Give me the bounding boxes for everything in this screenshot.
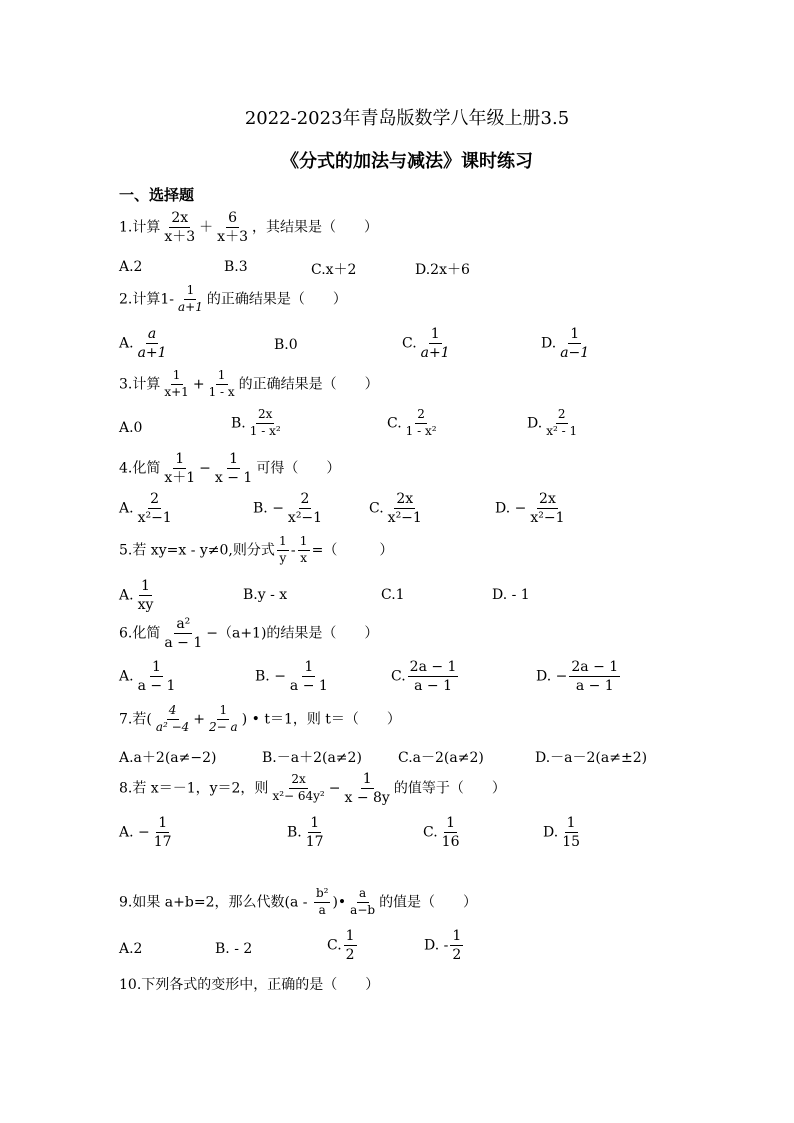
q5-option-c: C.1: [381, 587, 405, 603]
q5-option-a: A. $\frac{1}{xy}$: [119, 578, 154, 614]
q1-option-b: B.3: [224, 259, 248, 275]
q2-option-c: C. $\frac{1}{a+1}$: [402, 326, 450, 362]
q7-option-d: D.－a－2(a≠±2): [535, 750, 648, 766]
q9-option-a: A.2: [119, 941, 143, 957]
q2-option-d: D. $\frac{1}{a-1}$: [541, 326, 590, 362]
q4-option-d: D. − $\frac{2x}{\text{x²−1}}$: [495, 491, 565, 527]
q6-option-a: A. $\frac{1}{a - 1}$: [119, 659, 176, 695]
q1-option-a: A.2: [119, 259, 143, 275]
q4-option-b: B. − $\frac{2}{\text{x²−1}}$: [253, 491, 323, 527]
q8-option-d: D. $\frac{1}{15}$: [543, 815, 581, 851]
q3-option-b: B. $\frac{2x}{\text{1 - x²}}$: [231, 407, 281, 438]
q6-option-c: C. $\frac{2a - 1}{a - 1}$: [391, 659, 457, 695]
q9-option-b: B. - 2: [215, 941, 253, 957]
section-heading: 一、选择题: [119, 186, 195, 204]
q1-option-c: C.x＋2: [311, 262, 357, 278]
doc-title-line1: 2022-2023年青岛版数学八年级上册3.5: [244, 108, 570, 129]
q4-option-c: C. $\frac{2x}{\text{x²−1}}$: [369, 491, 422, 527]
question-9: 9.如果 a+b=2，那么代数(a - $\frac{\text{b²}}{a}$ )• $\frac{a}{a-b}$ 的值是（ ）: [119, 886, 478, 917]
question-8: 8.若 x＝－1，y＝2，则 $\frac{2x}{\text{x²− 64y²}}$ − $\frac{1}{x - 8y}$ 的值等于（ ）: [119, 771, 506, 807]
q3-option-d: D. $\frac{2}{\text{x² - 1}}$: [527, 407, 578, 438]
q2-option-b: B.0: [274, 337, 298, 353]
q8-option-c: C. $\frac{1}{16}$: [423, 815, 460, 851]
question-6: 6.化简 $\frac{\text{a²}}{a - 1}$ −（a+1)的结果是（ ）: [119, 616, 379, 652]
q3-option-c: C. $\frac{2}{\text{1 - x²}}$: [387, 407, 437, 438]
q5-option-d: D. - 1: [492, 587, 530, 603]
q7-option-c: C.a－2(a≠2): [398, 750, 484, 766]
q2-option-a: A. $\frac{a}{a+1}$: [119, 326, 167, 362]
q6-option-d: D. − $\frac{2a - 1}{a - 1}$: [536, 659, 619, 695]
q1-option-d: D.2x＋6: [415, 262, 470, 278]
q4-option-a: A. $\frac{2}{\text{x²−1}}$: [119, 491, 172, 527]
q9-option-d: D. - $\frac{1}{2}$: [424, 928, 462, 964]
question-1: 1.计算 $\frac{2x}{x+3}$ ＋ $\frac{6}{x+3}$ ，其结果是（ ）: [119, 210, 378, 246]
question-2: 2.计算1- $\frac{1}{a+1}$ 的正确结果是（ ）: [119, 283, 347, 314]
q5-option-b: B.y - x: [243, 587, 288, 603]
q3-option-a: A.0: [119, 420, 143, 436]
question-5: 5.若 xy=x - y≠0,则分式 $\frac{1}{y}$ - $\frac{1}{x}$ =（ ）: [119, 534, 394, 565]
question-4: 4.化简 $\frac{1}{x+1}$ − $\frac{1}{x - 1}$ 可得（ ）: [119, 451, 341, 487]
q8-option-a: A. − $\frac{1}{17}$: [119, 815, 172, 851]
q8-option-b: B. $\frac{1}{17}$: [287, 815, 324, 851]
question-10: 10.下列各式的变形中，正确的是（ ）: [119, 977, 380, 993]
question-3: 3.计算 $\frac{1}{x+1}$ + $\frac{1}{1 - x}$ 的正确结果是（ ）: [119, 368, 379, 399]
q6-option-b: B. − $\frac{1}{a - 1}$: [255, 659, 328, 695]
q7-option-a: A.a＋2(a≠−2): [119, 750, 217, 766]
doc-title-line2: 《分式的加法与减法》课时练习: [281, 151, 533, 172]
q9-option-c: C. $\frac{1}{2}$: [327, 928, 355, 964]
q7-option-b: B.－a＋2(a≠2): [262, 750, 362, 766]
question-7: 7.若( $\frac{4}{\text{a² −4}}$ + $\frac{1}{2- a}$ ) • t＝1，则 t＝（ ）: [119, 703, 401, 734]
